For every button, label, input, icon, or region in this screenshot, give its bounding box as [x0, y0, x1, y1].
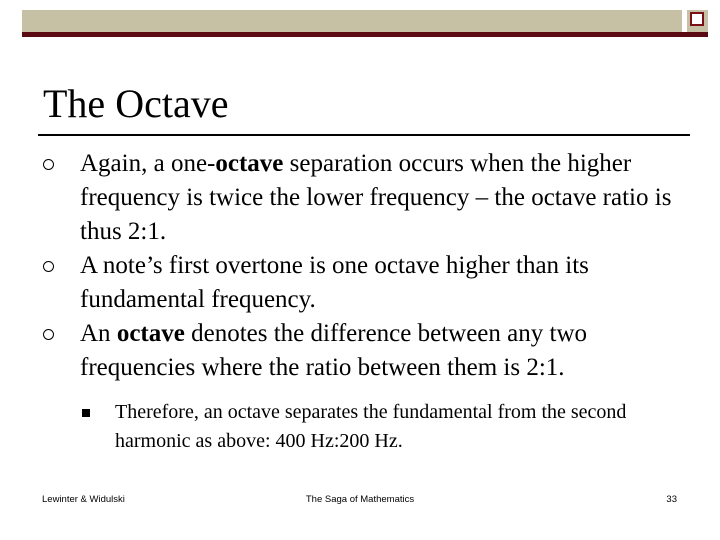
- corner-decoration: [686, 10, 708, 32]
- bullet-3-text-post: denotes the difference between any two frequencies where the ratio between them is 2:1.: [80, 320, 587, 381]
- bullet-1-text-post: separation occurs when the higher frequency is twice the lower frequency – the octave ratio is thus 2:1.: [80, 150, 672, 245]
- slide-title: The Octave: [43, 81, 229, 126]
- title-underline: [38, 134, 690, 136]
- hollow-circle-bullet-icon: [43, 329, 54, 340]
- bullet-3-bold-term: octave: [116, 320, 185, 347]
- footer-book-title: The Saga of Mathematics: [305, 494, 415, 505]
- hollow-circle-bullet-icon: [43, 159, 54, 170]
- bullet-item-1: [40, 147, 680, 249]
- bullet-1-bold-term: octave: [215, 150, 284, 177]
- bullet-item-2: [40, 249, 680, 317]
- footer-authors: Lewinter & Widulski: [42, 494, 125, 505]
- corner-square-icon: [690, 12, 704, 26]
- hollow-circle-bullet-icon: [43, 261, 54, 272]
- bullet-1-text-pre: Again, a one-: [80, 150, 216, 177]
- top-decorative-rule: [22, 32, 708, 37]
- bullet-item-3: [40, 317, 680, 385]
- bullet-3-text-pre: An: [80, 320, 117, 347]
- sub-bullet-item: [40, 398, 680, 456]
- bullet-list: [40, 147, 680, 456]
- footer-page-number: 33: [666, 494, 677, 505]
- bullet-2-text: A note’s first overtone is one octave higher than its fundamental frequency.: [80, 252, 589, 313]
- square-bullet-icon: [82, 409, 90, 417]
- top-decorative-band: [22, 10, 682, 32]
- sub-bullet-text: Therefore, an octave separates the fundamental from the second harmonic as above: 400 Hz:200 Hz.: [115, 401, 627, 452]
